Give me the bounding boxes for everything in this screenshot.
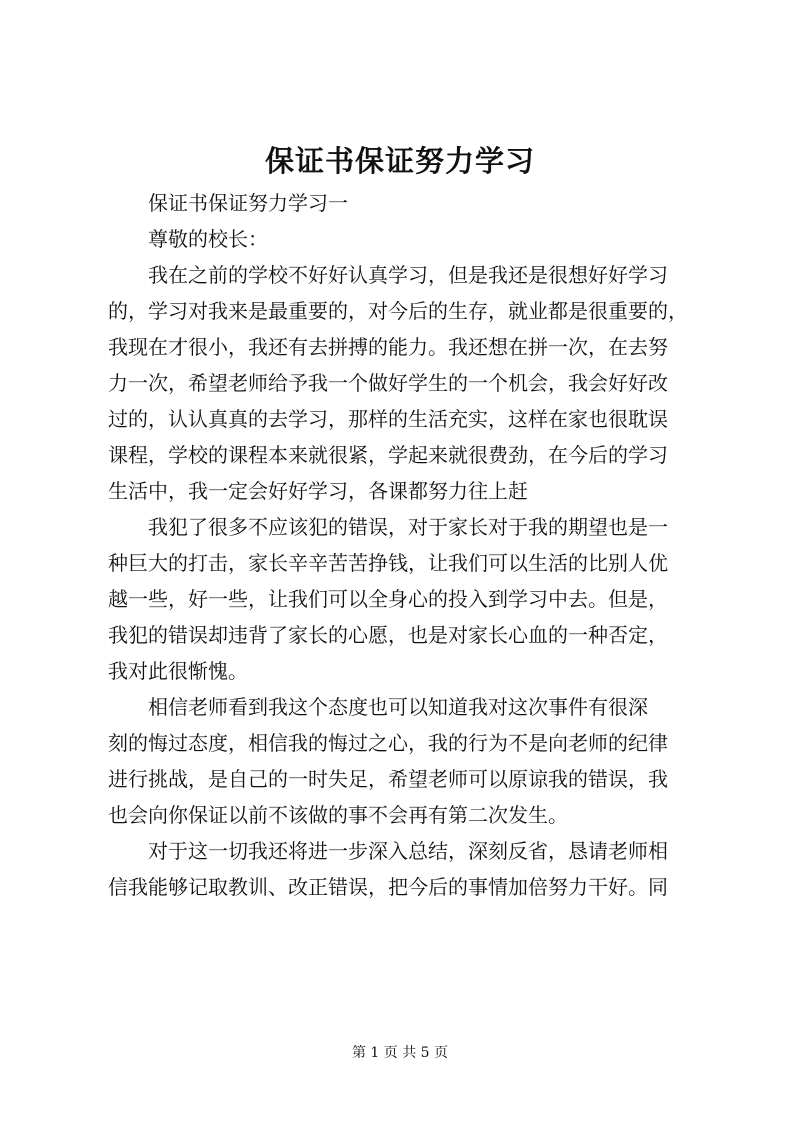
paragraph-line: 相信老师看到我这个态度也可以知道我对这次事件有很深 <box>148 695 648 719</box>
paragraph-line: 生活中，我一定会好好学习，各课都努力往上赶 <box>108 479 528 503</box>
paragraph-3 <box>108 689 712 833</box>
paragraph-line: 也会向你保证以前不该做的事不会再有第二次发生。 <box>108 803 568 827</box>
paragraph-1 <box>108 257 712 509</box>
paragraph-line: 力一次，希望老师给予我一个做好学生的一个机会，我会好好改 <box>108 371 668 395</box>
paragraph-line: 过的，认认真真的去学习，那样的生活充实，这样在家也很耽误 <box>108 407 668 431</box>
paragraph-line: 的，学习对我来是最重要的，对今后的生存，就业都是很重要的， <box>108 299 688 323</box>
document-body <box>108 185 712 905</box>
paragraph-2 <box>108 509 712 689</box>
paragraph-line: 我对此很惭愧。 <box>108 659 248 683</box>
document-subtitle: 保证书保证努力学习一 <box>148 191 348 215</box>
paragraph-line: 我在之前的学校不好好认真学习，但是我还是很想好好学习 <box>148 263 668 287</box>
paragraph-line: 进行挑战，是自己的一时失足，希望老师可以原谅我的错误，我 <box>108 767 668 791</box>
paragraph-line: 刻的悔过态度，相信我的悔过之心，我的行为不是向老师的纪律 <box>108 731 668 755</box>
paragraph-4 <box>108 833 712 905</box>
paragraph-line: 我犯了很多不应该犯的错误，对于家长对于我的期望也是一 <box>148 515 668 539</box>
paragraph-line: 信我能够记取教训、改正错误，把今后的事情加倍努力干好。同 <box>108 875 668 899</box>
paragraph-line: 种巨大的打击，家长辛辛苦苦挣钱，让我们可以生活的比别人优 <box>108 551 668 575</box>
paragraph-line: 我现在才很小，我还有去拼搏的能力。我还想在拼一次，在去努 <box>108 335 668 359</box>
paragraph-line: 课程，学校的课程本来就很紧，学起来就很费劲，在今后的学习 <box>108 443 668 467</box>
paragraph-line: 对于这一切我还将进一步深入总结，深刻反省，恳请老师相 <box>148 839 668 863</box>
paragraph-line: 越一些，好一些，让我们可以全身心的投入到学习中去。但是， <box>108 587 668 611</box>
salutation: 尊敬的校长： <box>148 227 268 251</box>
document-title: 保证书保证努力学习 <box>264 144 535 178</box>
page-number-footer: 第 1 页 共 5 页 <box>351 1045 449 1061</box>
paragraph-line: 我犯的错误却违背了家长的心愿，也是对家长心血的一种否定， <box>108 623 668 647</box>
